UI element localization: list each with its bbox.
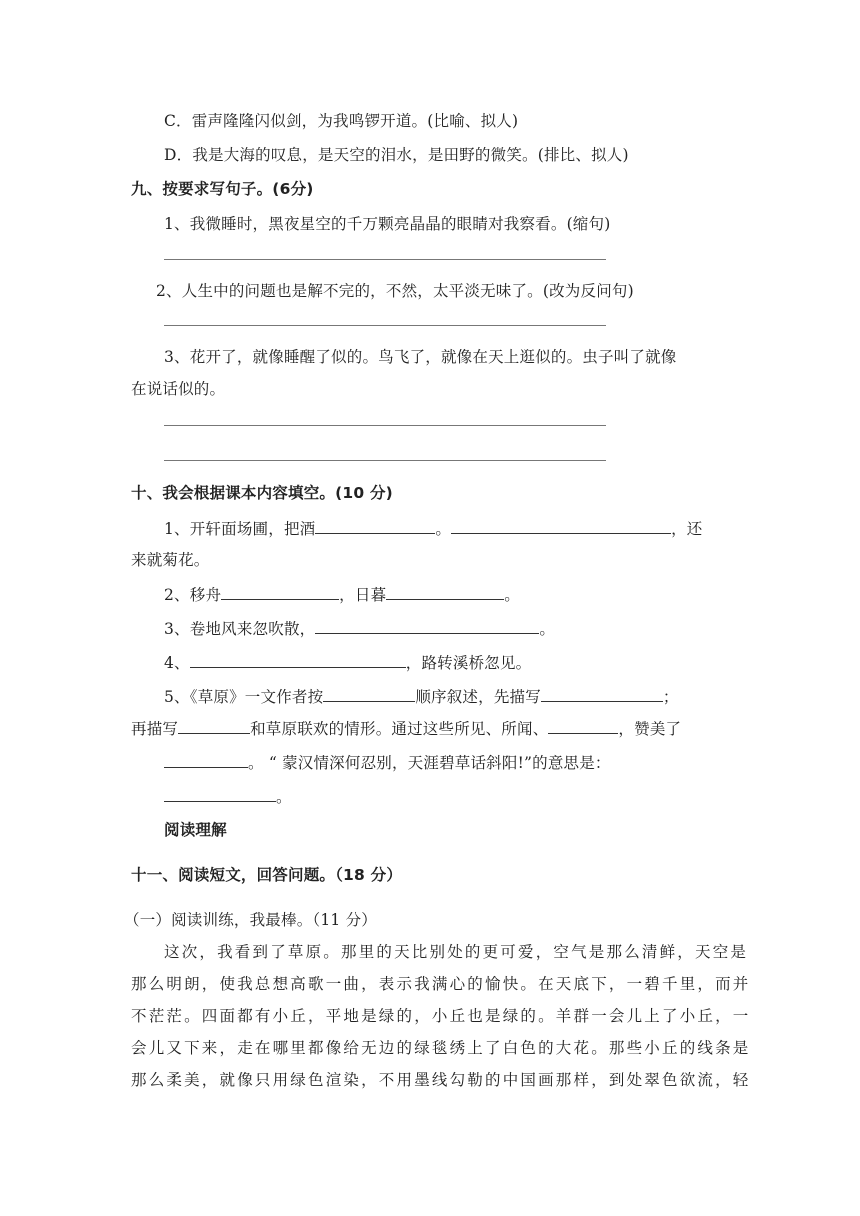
- answer-line-9-1[interactable]: [164, 259, 606, 260]
- blank-1a[interactable]: [315, 517, 435, 534]
- q5-text-d: 再描写: [131, 720, 179, 738]
- section9-question-2: 2、人生中的问题也是解不完的，不然，太平淡无味了。(改为反问句): [156, 282, 634, 300]
- blank-5b[interactable]: [541, 685, 663, 702]
- q3-text-a: 3、卷地风来忽吹散，: [164, 620, 316, 638]
- section9-question-1: 1、我微睡时，黑夜星空的千万颗亮晶晶的眼睛对我察看。(缩句): [164, 215, 611, 233]
- answer-line-9-3b[interactable]: [164, 460, 606, 461]
- section9-heading: 九、按要求写句子。(6分): [131, 180, 314, 198]
- section10-question-2: [164, 583, 520, 606]
- q5-text-a: 5、《草原》一文作者按: [164, 688, 324, 706]
- blank-2b[interactable]: [386, 583, 504, 600]
- section10-question-3: [164, 617, 555, 640]
- q2-text-c: 。: [504, 586, 520, 604]
- passage-line: 这次，我看到了草原。那里的天比别处的更可爱，空气是那么清鲜，天空是: [164, 943, 749, 961]
- q5-text-b: 顺序叙述，先描写: [415, 688, 541, 706]
- section10-question-5: [164, 685, 679, 708]
- q5-text-c: ；: [662, 688, 679, 706]
- section10-heading: 十、我会根据课本内容填空。(10 分): [131, 484, 393, 502]
- section10-question-4: [164, 651, 531, 674]
- part1-heading: （一）阅读训练，我最棒。（11 分）: [124, 911, 378, 929]
- section10-question-1: [164, 517, 702, 540]
- q5-text-f: ，赞美了: [618, 720, 682, 738]
- section9-question-3-line1: 3、花开了，就像睡醒了似的。鸟飞了，就像在天上逛似的。虫子叫了就像: [164, 348, 677, 366]
- q5-text-g: 。 “ 蒙汉情深何忍别，天涯碧草话斜阳!”的意思是：: [248, 754, 611, 772]
- q3-text-b: 。: [539, 620, 556, 638]
- passage-line: 那么明朗，使我总想高歌一曲，表示我满心的愉快。在天底下，一碧千里，而并: [131, 975, 751, 993]
- answer-line-9-3a[interactable]: [164, 425, 606, 426]
- option-d: D．我是大海的叹息，是天空的泪水，是田野的微笑。(排比、拟人): [164, 146, 629, 164]
- blank-5f[interactable]: [164, 785, 276, 802]
- blank-3[interactable]: [315, 617, 539, 634]
- section10-question-5-line3: [164, 751, 611, 774]
- blank-5c[interactable]: [178, 717, 250, 734]
- passage-line: 那么柔美，就像只用绿色渲染，不用墨线勾勒的中国画那样，到处翠色欲流，轻: [131, 1071, 751, 1089]
- q1-text-b: 。: [435, 520, 452, 538]
- section10-question-5-line4: [164, 785, 292, 808]
- q1-text-c: ，还: [671, 520, 703, 538]
- blank-2a[interactable]: [221, 583, 339, 600]
- q5-text-e: 和草原联欢的情形。通过这些所见、所闻、: [250, 720, 549, 738]
- reading-title: 阅读理解: [164, 821, 227, 839]
- q4-text-a: 4、: [164, 654, 190, 672]
- blank-5d[interactable]: [548, 717, 618, 734]
- q5-text-h: 。: [276, 788, 292, 806]
- q2-text-a: 2、移舟: [164, 586, 222, 604]
- blank-5a[interactable]: [323, 685, 415, 702]
- blank-1b[interactable]: [451, 517, 671, 534]
- blank-5e[interactable]: [164, 751, 248, 768]
- passage-line: 会儿又下来，走在哪里都像给无边的绿毯绣上了白色的大花。那些小丘的线条是: [131, 1039, 751, 1057]
- option-c: C．雷声隆隆闪似剑，为我鸣锣开道。(比喻、拟人): [164, 112, 519, 130]
- q1-text-a: 1、开轩面场圃，把酒: [164, 520, 316, 538]
- section10-question-1-cont: 来就菊花。: [131, 551, 210, 569]
- q4-text-b: ，路转溪桥忽见。: [405, 654, 532, 672]
- passage-line: 不茫茫。四面都有小丘，平地是绿的，小丘也是绿的。羊群一会儿上了小丘，一: [131, 1007, 751, 1025]
- answer-line-9-2[interactable]: [164, 325, 606, 326]
- blank-4[interactable]: [190, 651, 406, 668]
- section11-heading: 十一、阅读短文，回答问题。（18 分）: [131, 866, 403, 884]
- q2-text-b: ，日暮: [339, 586, 387, 604]
- section9-question-3-line2: 在说话似的。: [131, 380, 226, 398]
- section10-question-5-line2: [131, 717, 681, 740]
